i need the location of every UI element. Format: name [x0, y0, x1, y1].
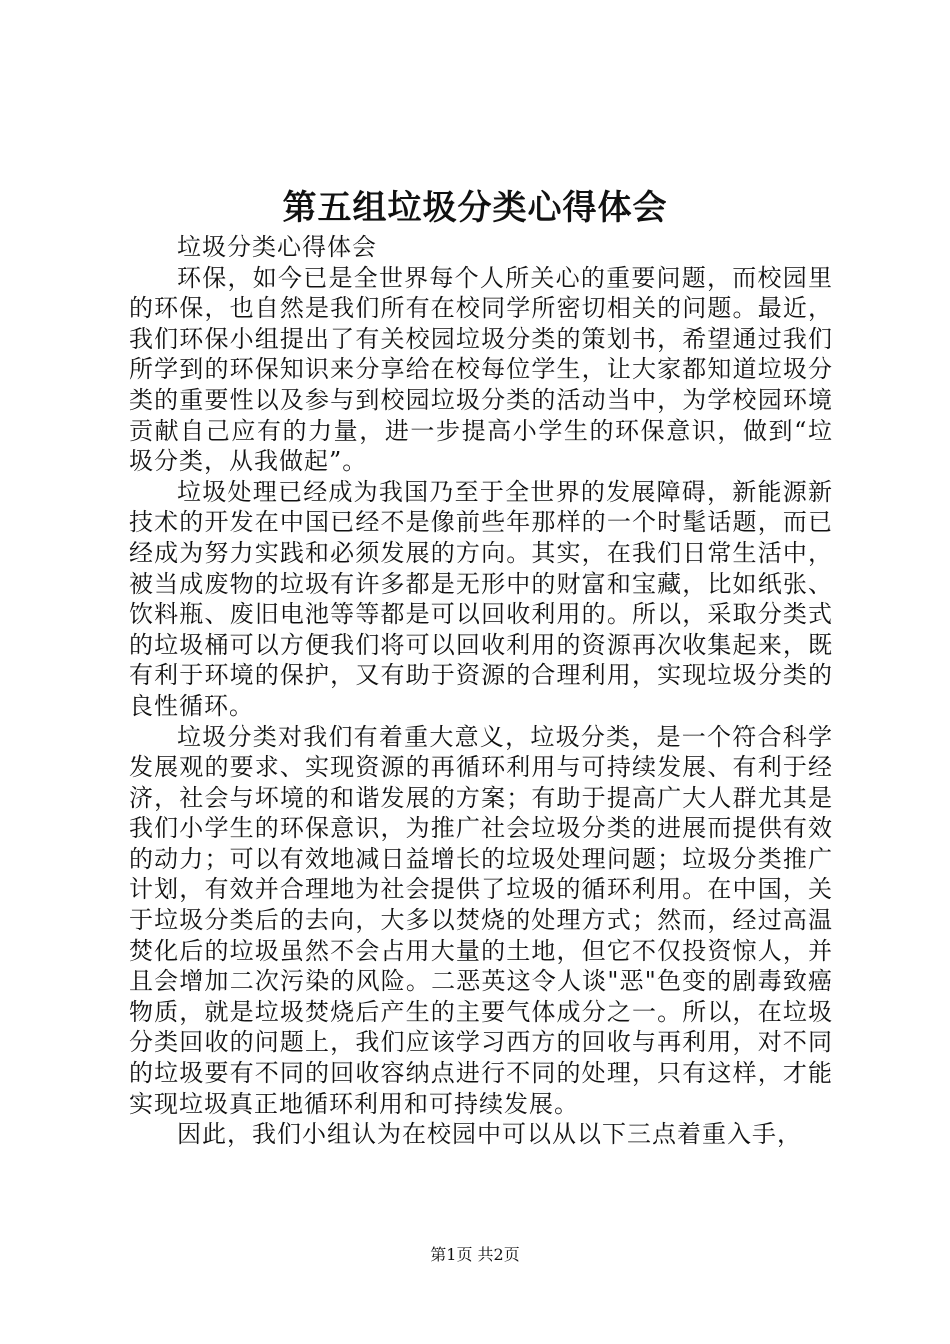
paragraph-3: 垃圾分类对我们有着重大意义，垃圾分类，是一个符合科学发展观的要求、实现资源的再循环利用与可持续发展、有利于经济，社会与坏境的和谐发展的方案；有助于提高广大人群尤其是我们小学生的环保意识，为推广社会垃圾分类的进展而提供有效的动力；可以有效地减日益增长的垃圾处理问题；垃圾分类推广计划，有效并合理地为社会提供了垃圾的循环利用。在中国，关于垃圾分类后的去向，大多以焚烧的处理方式；然而，经过高温焚化后的垃圾虽然不会占用大量的土地，但它不仅投资惊人，并且会增加二次污染的风险。二恶英这令人谈"恶"色变的剧毒致癌物质，就是垃圾焚烧后产生的主要气体成分之一。所以，在垃圾分类回收的问题上，我们应该学习西方的回收与再利用，对不同的垃圾要有不同的回收容纳点进行不同的处理，只有这样，才能实现垃圾真正地循环利用和可持续发展。 — [129, 722, 833, 1118]
page-footer: 第1页 共2页 — [430, 1245, 520, 1264]
document-body — [129, 232, 833, 1150]
subtitle: 垃圾分类心得体会 — [177, 233, 377, 261]
paragraph-2: 垃圾处理已经成为我国乃至于全世界的发展障碍，新能源新技术的开发在中国已经不是像前些年那样的一个时髦话题，而已经成为努力实践和必须发展的方向。其实，在我们日常生活中，被当成废物的垃圾有许多都是无形中的财富和宝藏，比如纸张、饮料瓶、废旧电池等等都是可以回收利用的。所以，采取分类式的垃圾桶可以方便我们将可以回收利用的资源再次收集起来，既有利于环境的保护，又有助于资源的合理利用，实现垃圾分类的良性循环。 — [129, 477, 833, 720]
paragraph-4: 因此，我们小组认为在校园中可以从以下三点着重入手， — [177, 1120, 802, 1149]
paragraph-1: 环保，如今已是全世界每个人所关心的重要问题，而校园里的环保，也自然是我们所有在校同学所密切相关的问题。最近，我们环保小组提出了有关校园垃圾分类的策划书，希望通过我们所学到的环保知识来分享给在校每位学生，让大家都知道垃圾分类的重要性以及参与到校园垃圾分类的活动当中，为学校园环境贡献自己应有的力量，进一步提高小学生的环保意识，做到“垃圾分类，从我做起”。 — [129, 263, 833, 476]
document-title: 第五组垃圾分类心得体会 — [282, 188, 668, 228]
